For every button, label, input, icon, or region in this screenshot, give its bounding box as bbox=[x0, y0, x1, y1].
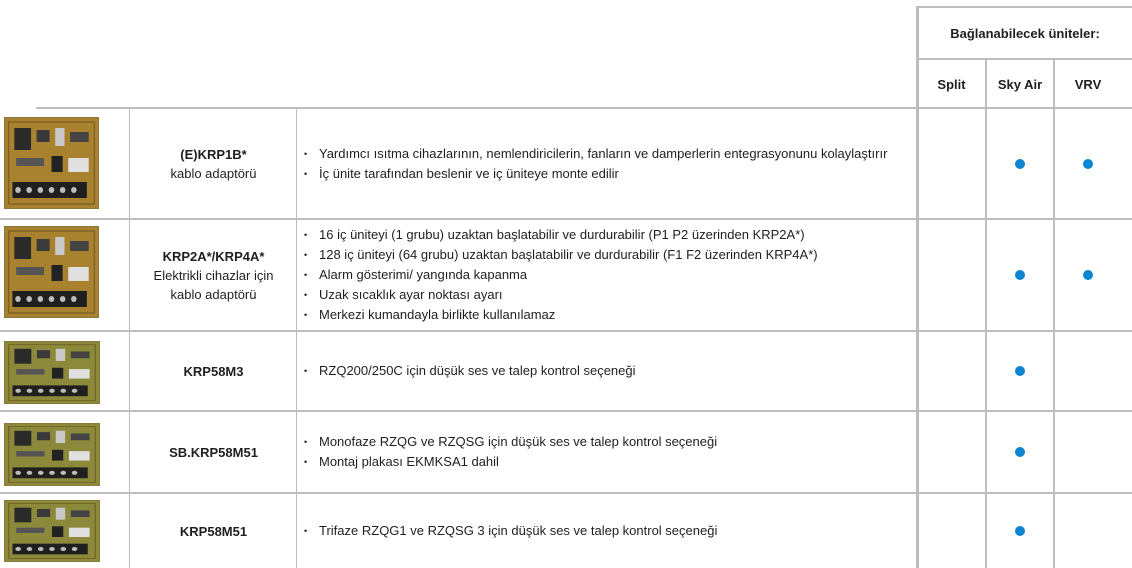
bullet-icon: • bbox=[304, 310, 308, 320]
description-item bbox=[304, 225, 914, 245]
pcb-board-image bbox=[4, 500, 100, 562]
description-item bbox=[304, 452, 914, 472]
product-name bbox=[131, 494, 296, 568]
description-item bbox=[304, 265, 914, 285]
pcb-board-image bbox=[4, 226, 99, 318]
compatibility-dot-vrv bbox=[1083, 159, 1093, 169]
column-rule bbox=[296, 107, 297, 568]
description-text: Trifaze RZQG1 ve RZQSG 3 için düşük ses ve talep kontrol seçeneği bbox=[319, 523, 718, 538]
product-subtitle: kablo adaptörü bbox=[170, 165, 257, 181]
header-top-rule bbox=[918, 6, 1132, 8]
compatibility-dot-skyair bbox=[1015, 447, 1025, 457]
description-text: 128 iç üniteyi (64 grubu) uzaktan başlatabilir ve durdurabilir (F1 F2 üzerinden KRP4A*) bbox=[319, 247, 818, 262]
compatibility-dot-skyair bbox=[1015, 159, 1025, 169]
description-text: Alarm gösterimi/ yangında kapanma bbox=[319, 267, 528, 282]
product-code: (E)KRP1B* bbox=[180, 146, 247, 162]
product-code: SB.KRP58M51 bbox=[169, 444, 258, 460]
description-text: Yardımcı ısıtma cihazlarının, nemlendiricilerin, fanların ve damperlerin entegrasyonunu kolaylaştırır bbox=[319, 145, 888, 161]
product-subtitle: kablo adaptörü bbox=[170, 286, 257, 302]
column-rule bbox=[1053, 58, 1055, 568]
product-name bbox=[131, 412, 296, 492]
description-item bbox=[304, 245, 914, 265]
product-name bbox=[131, 220, 296, 330]
bullet-icon: • bbox=[304, 270, 308, 280]
column-rule bbox=[129, 107, 130, 568]
column-header-vrv: VRV bbox=[1074, 76, 1102, 92]
description-item bbox=[304, 144, 914, 164]
description-text: RZQ200/250C için düşük ses ve talep kontrol seçeneği bbox=[319, 363, 636, 378]
product-description bbox=[304, 494, 914, 568]
description-text: Merkezi kumandayla birlikte kullanılamaz bbox=[319, 307, 556, 322]
pcb-board-image bbox=[4, 423, 100, 486]
column-rule bbox=[985, 58, 987, 568]
product-description bbox=[304, 109, 914, 218]
description-text: Monofaze RZQG ve RZQSG için düşük ses ve talep kontrol seçeneği bbox=[319, 434, 718, 449]
bullet-icon: • bbox=[304, 526, 308, 536]
bullet-icon: • bbox=[304, 366, 308, 376]
bullet-icon: • bbox=[304, 230, 308, 240]
pcb-board-image bbox=[4, 117, 99, 209]
bullet-icon: • bbox=[304, 437, 308, 447]
product-name bbox=[131, 109, 296, 218]
product-name bbox=[131, 332, 296, 410]
product-description bbox=[304, 412, 914, 492]
compatibility-dot-skyair bbox=[1015, 270, 1025, 280]
description-item bbox=[304, 285, 914, 305]
pcb-board-image bbox=[4, 341, 100, 404]
header-group-title: Bağlanabilecek üniteler: bbox=[950, 25, 1100, 41]
product-description bbox=[304, 220, 914, 330]
product-subtitle: Elektrikli cihazlar için bbox=[153, 267, 274, 283]
description-item bbox=[304, 521, 914, 541]
description-text: İç ünite tarafından beslenir ve iç üniteye monte edilir bbox=[319, 165, 619, 181]
bullet-icon: • bbox=[304, 250, 308, 260]
product-code: KRP2A*/KRP4A* bbox=[162, 248, 265, 264]
bullet-icon: • bbox=[304, 168, 308, 179]
bullet-icon: • bbox=[304, 148, 308, 159]
description-text: Uzak sıcaklık ayar noktası ayarı bbox=[319, 287, 503, 302]
column-header-split: Split bbox=[937, 76, 966, 92]
description-item bbox=[304, 361, 914, 381]
compatibility-dot-skyair bbox=[1015, 526, 1025, 536]
description-item bbox=[304, 432, 914, 452]
product-description bbox=[304, 332, 914, 410]
bullet-icon: • bbox=[304, 457, 308, 467]
bullet-icon: • bbox=[304, 290, 308, 300]
description-text: 16 iç üniteyi (1 grubu) uzaktan başlatabilir ve durdurabilir (P1 P2 üzerinden KRP2A*) bbox=[319, 227, 805, 242]
header-group-rule bbox=[918, 58, 1132, 60]
product-code: KRP58M51 bbox=[179, 523, 248, 539]
compatibility-dot-vrv bbox=[1083, 270, 1093, 280]
description-item bbox=[304, 305, 914, 325]
compatibility-dot-skyair bbox=[1015, 366, 1025, 376]
column-header-sky-air: Sky Air bbox=[997, 76, 1043, 92]
description-text: Montaj plakası EKMKSA1 dahil bbox=[319, 454, 499, 469]
description-item bbox=[304, 164, 914, 184]
product-code: KRP58M3 bbox=[183, 363, 244, 379]
